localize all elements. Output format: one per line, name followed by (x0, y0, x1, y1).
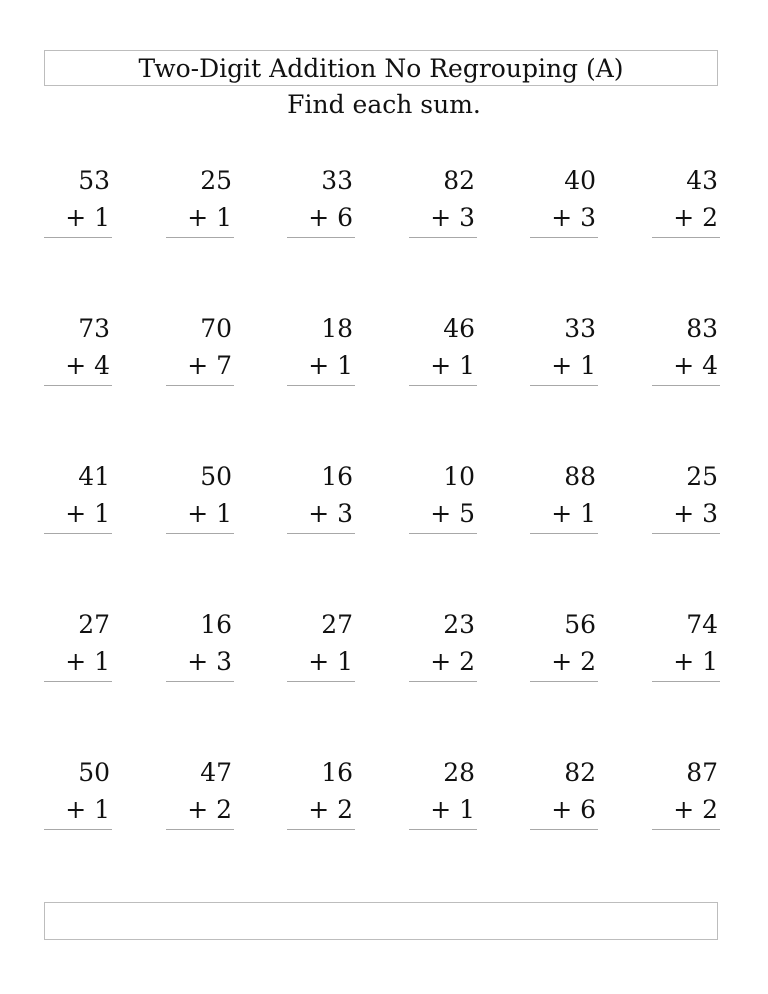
addend-bottom: + 1 (430, 795, 475, 824)
answer-line (44, 385, 112, 386)
addition-problem (530, 462, 598, 532)
addend-top: 40 (564, 166, 596, 195)
addend-bottom: + 6 (551, 795, 596, 824)
addend-bottom: + 2 (673, 795, 718, 824)
addend-top: 25 (686, 462, 718, 491)
worksheet-instructions: Find each sum. (287, 90, 481, 119)
addend-top: 50 (78, 758, 110, 787)
addition-problem (652, 314, 720, 384)
answer-line (530, 237, 598, 238)
answer-line (44, 681, 112, 682)
answer-line (44, 829, 112, 830)
addend-top: 33 (321, 166, 353, 195)
addition-problem (287, 758, 355, 828)
addition-problem (652, 462, 720, 532)
addend-bottom: + 2 (673, 203, 718, 232)
answer-line (287, 681, 355, 682)
addition-problem (652, 758, 720, 828)
addend-top: 74 (686, 610, 718, 639)
addend-bottom: + 2 (430, 647, 475, 676)
addition-problem (44, 462, 112, 532)
addition-problem (287, 314, 355, 384)
addend-top: 82 (443, 166, 475, 195)
addend-top: 28 (443, 758, 475, 787)
addend-bottom: + 3 (187, 647, 232, 676)
answer-line (409, 829, 477, 830)
addition-problem (44, 758, 112, 828)
addition-problem (44, 314, 112, 384)
answer-line (44, 237, 112, 238)
answer-line (287, 385, 355, 386)
answer-line (652, 829, 720, 830)
addend-top: 16 (321, 462, 353, 491)
answer-line (530, 533, 598, 534)
addend-top: 27 (78, 610, 110, 639)
addend-bottom: + 1 (187, 499, 232, 528)
addition-problem (166, 758, 234, 828)
addend-bottom: + 1 (551, 499, 596, 528)
addend-bottom: + 7 (187, 351, 232, 380)
answer-line (652, 533, 720, 534)
addition-problem (166, 314, 234, 384)
addition-problem (409, 314, 477, 384)
addend-top: 70 (200, 314, 232, 343)
answer-line (166, 829, 234, 830)
footer-box (44, 902, 718, 940)
answer-line (287, 237, 355, 238)
addend-top: 47 (200, 758, 232, 787)
answer-line (409, 681, 477, 682)
addition-problem (530, 610, 598, 680)
addend-bottom: + 1 (65, 647, 110, 676)
addend-bottom: + 1 (308, 647, 353, 676)
addend-bottom: + 3 (430, 203, 475, 232)
addition-problem (166, 166, 234, 236)
addend-top: 23 (443, 610, 475, 639)
addend-bottom: + 3 (673, 499, 718, 528)
addition-problem (166, 462, 234, 532)
addend-bottom: + 1 (430, 351, 475, 380)
addend-top: 87 (686, 758, 718, 787)
addend-bottom: + 5 (430, 499, 475, 528)
addend-top: 27 (321, 610, 353, 639)
addend-bottom: + 1 (65, 499, 110, 528)
answer-line (287, 829, 355, 830)
addend-bottom: + 3 (551, 203, 596, 232)
addend-bottom: + 4 (65, 351, 110, 380)
answer-line (652, 681, 720, 682)
addition-problem (530, 166, 598, 236)
addition-problem (44, 166, 112, 236)
addend-top: 43 (686, 166, 718, 195)
addend-top: 10 (443, 462, 475, 491)
addend-top: 88 (564, 462, 596, 491)
addend-top: 16 (321, 758, 353, 787)
answer-line (409, 533, 477, 534)
addition-problem (166, 610, 234, 680)
addend-top: 33 (564, 314, 596, 343)
addend-bottom: + 2 (308, 795, 353, 824)
addend-bottom: + 2 (187, 795, 232, 824)
addition-problem (530, 758, 598, 828)
answer-line (652, 385, 720, 386)
addition-problem (409, 166, 477, 236)
addition-problem (409, 758, 477, 828)
addition-problem (530, 314, 598, 384)
addend-top: 82 (564, 758, 596, 787)
addend-top: 50 (200, 462, 232, 491)
addition-problem (44, 610, 112, 680)
answer-line (166, 385, 234, 386)
answer-line (530, 829, 598, 830)
addend-bottom: + 6 (308, 203, 353, 232)
addition-problem (287, 610, 355, 680)
addend-top: 53 (78, 166, 110, 195)
addition-problem (287, 462, 355, 532)
answer-line (44, 533, 112, 534)
addition-problem (652, 166, 720, 236)
addend-top: 16 (200, 610, 232, 639)
addend-bottom: + 1 (65, 203, 110, 232)
answer-line (166, 533, 234, 534)
addend-top: 73 (78, 314, 110, 343)
answer-line (409, 385, 477, 386)
addend-bottom: + 1 (308, 351, 353, 380)
answer-line (409, 237, 477, 238)
answer-line (166, 681, 234, 682)
addend-top: 18 (321, 314, 353, 343)
addend-top: 41 (78, 462, 110, 491)
addition-problem (409, 610, 477, 680)
answer-line (530, 385, 598, 386)
addend-top: 56 (564, 610, 596, 639)
answer-line (166, 237, 234, 238)
addition-problem (287, 166, 355, 236)
addend-bottom: + 1 (673, 647, 718, 676)
answer-line (287, 533, 355, 534)
worksheet-title: Two-Digit Addition No Regrouping (A) (138, 53, 624, 83)
addend-bottom: + 4 (673, 351, 718, 380)
addend-bottom: + 1 (187, 203, 232, 232)
addend-top: 25 (200, 166, 232, 195)
addition-problem (652, 610, 720, 680)
worksheet-title-box (44, 50, 718, 86)
addend-bottom: + 1 (65, 795, 110, 824)
addend-top: 83 (686, 314, 718, 343)
addition-problem (409, 462, 477, 532)
addend-bottom: + 2 (551, 647, 596, 676)
addend-bottom: + 1 (551, 351, 596, 380)
addend-bottom: + 3 (308, 499, 353, 528)
answer-line (530, 681, 598, 682)
addend-top: 46 (443, 314, 475, 343)
answer-line (652, 237, 720, 238)
